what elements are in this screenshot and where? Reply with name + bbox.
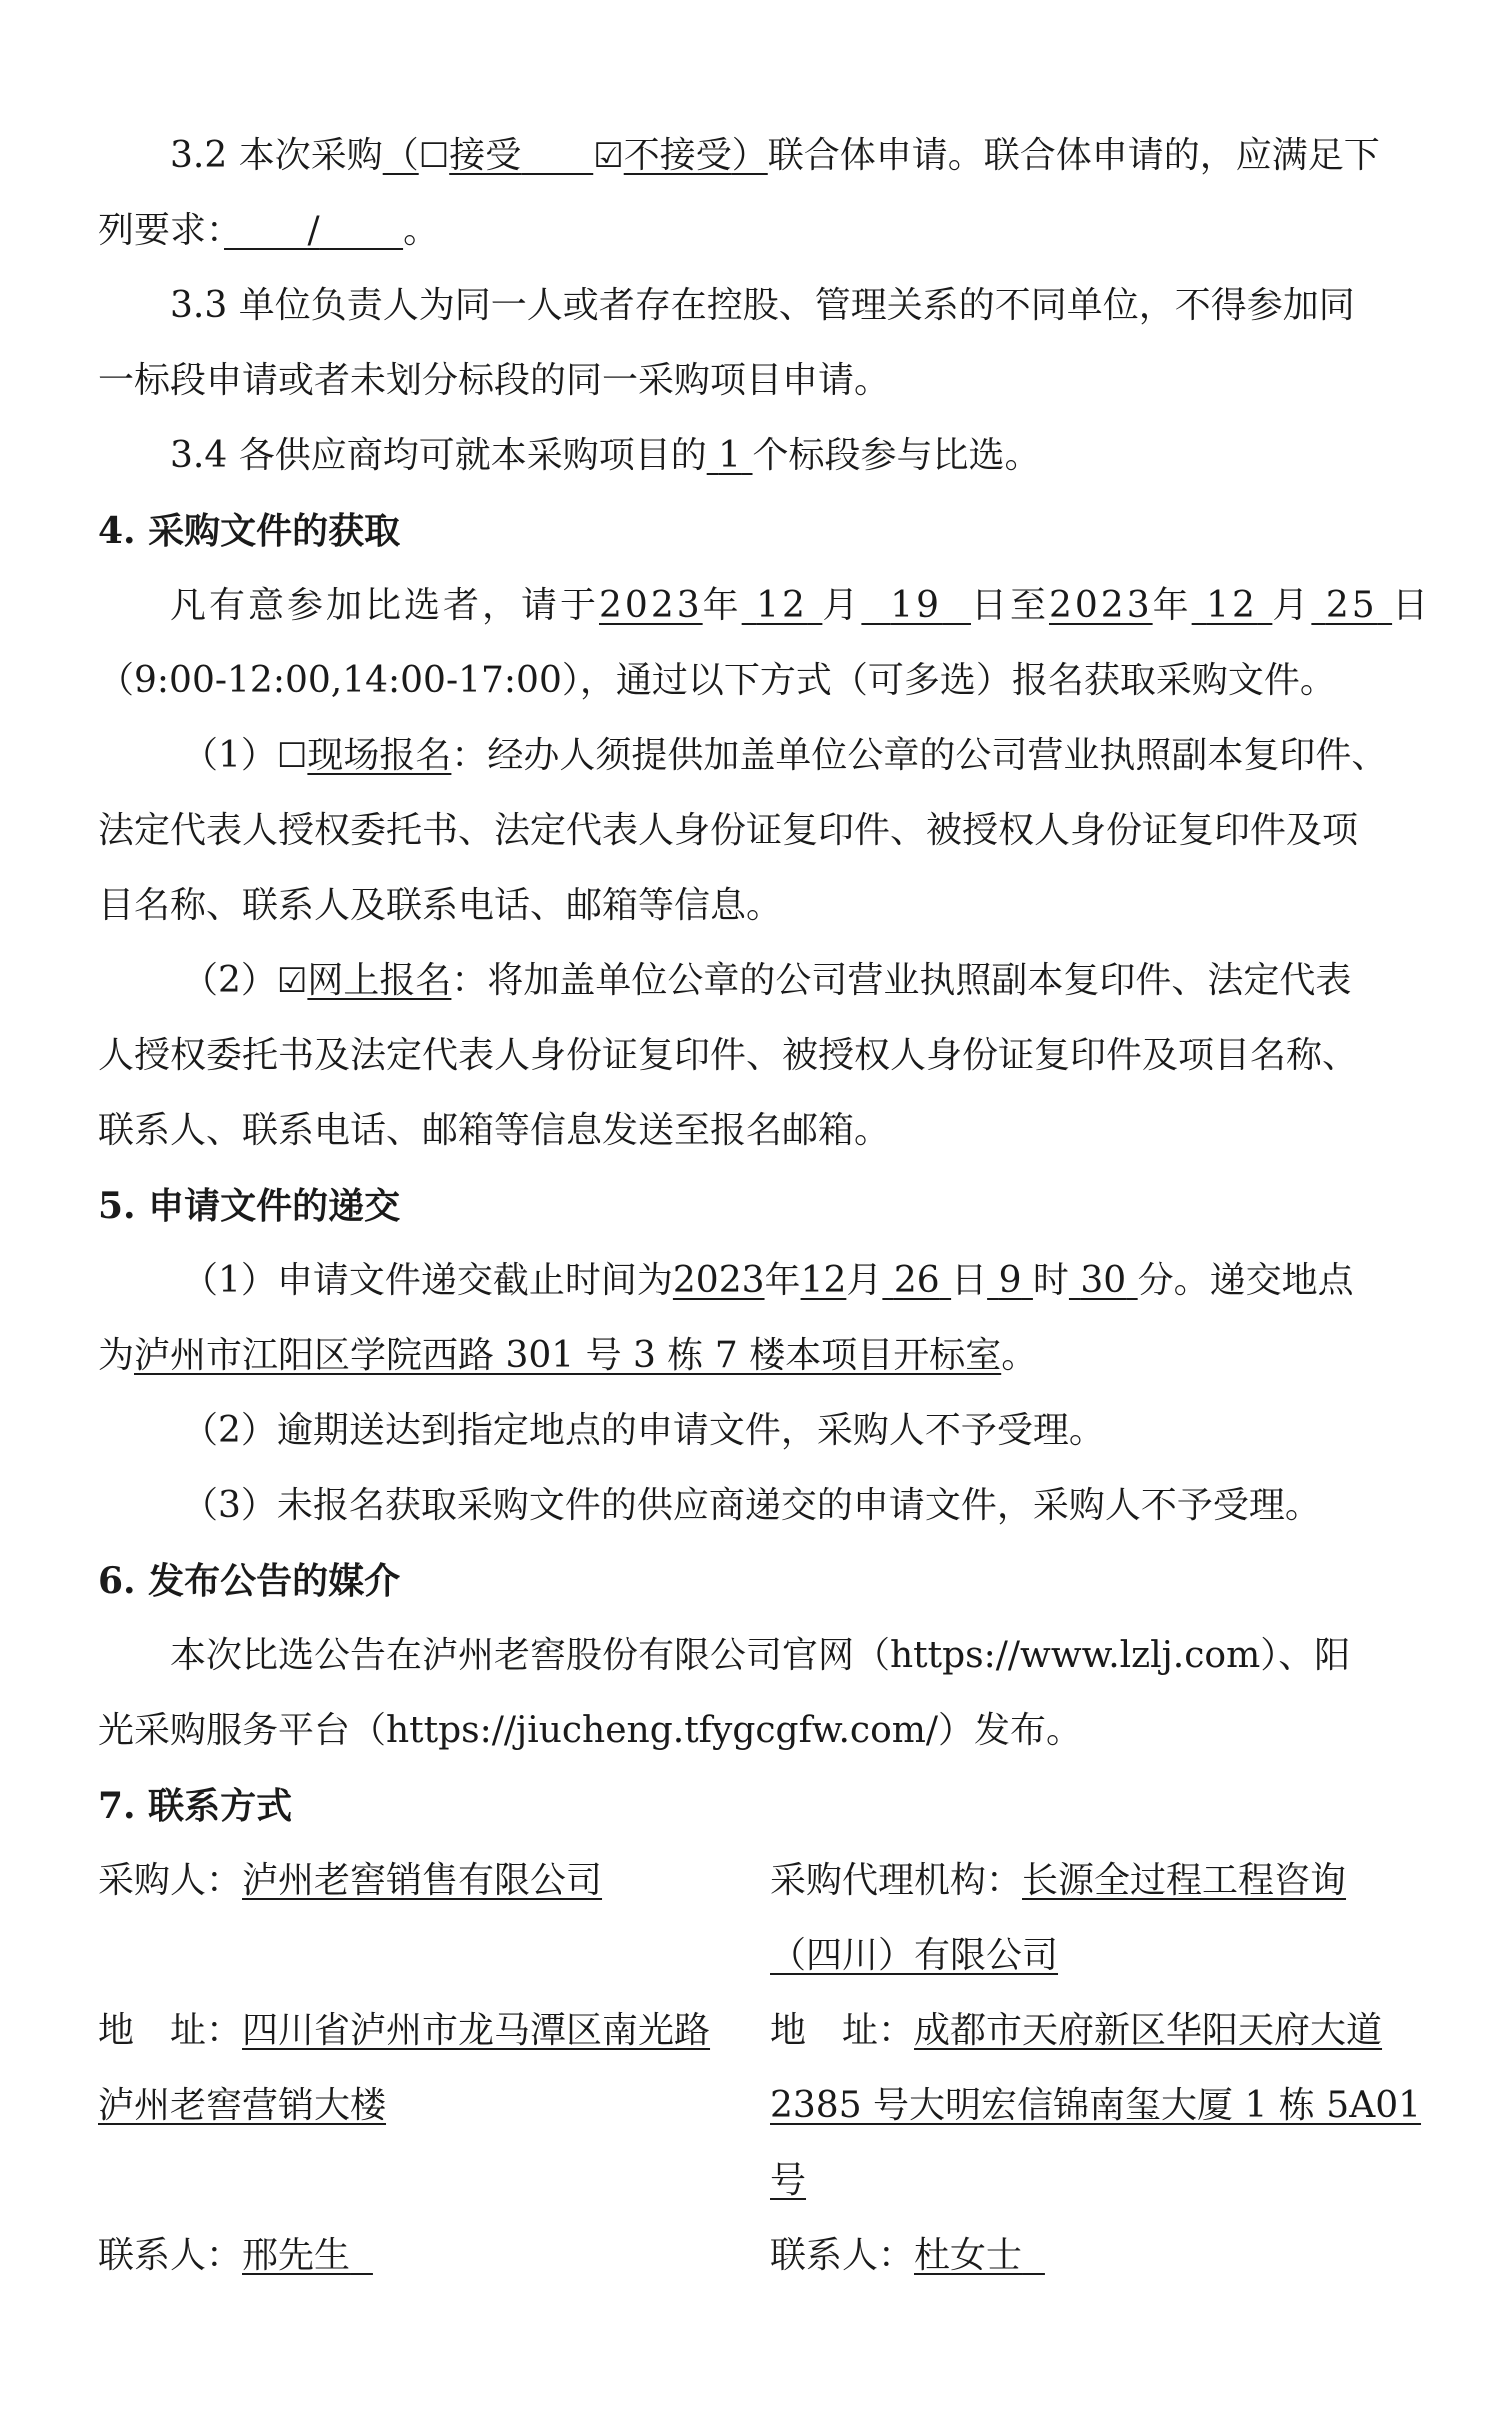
section-5-para2: （2）逾期送达到指定地点的申请文件，采购人不予受理。 bbox=[182, 1410, 1105, 1451]
agent-address: 成都市天府新区华阳天府大道 bbox=[914, 2010, 1383, 2051]
deadline-minute: 30 bbox=[1080, 1260, 1127, 1301]
buyer-address: 四川省泸州市龙马潭区南光路 bbox=[242, 2010, 711, 2051]
section-6-line1: 本次比选公告在泸州老窖股份有限公司官网（https://www.lzlj.com）、阳 bbox=[170, 1635, 1351, 1676]
agent-address-row-3 bbox=[770, 2157, 806, 2205]
deadline-month: 12 bbox=[800, 1260, 847, 1301]
section-6-heading: 6. 发布公告的媒介 bbox=[98, 1560, 401, 1602]
para-3-2-line2: 列要求： / 。 bbox=[98, 210, 440, 251]
agent-name-row: 采购代理机构：长源全过程工程咨询 bbox=[770, 1860, 1347, 1901]
unchecked-box-icon: ☐ bbox=[418, 136, 450, 176]
deadline-day: 26 bbox=[893, 1260, 940, 1301]
onsite-registration-option: ☐现场报名 bbox=[277, 735, 452, 776]
buyer-address-cont: 泸州老窖营销大楼 bbox=[98, 2085, 387, 2126]
method-1-line2: 法定代表人授权委托书、法定代表人身份证复印件、被授权人身份证复印件及项 bbox=[98, 810, 1359, 851]
agent-address-row-2 bbox=[770, 2082, 1421, 2130]
requirement-blank: / bbox=[307, 210, 320, 251]
start-year: 2023 bbox=[599, 585, 703, 626]
method-1-line1: （1）☐现场报名：经办人须提供加盖单位公章的公司营业执照副本复印件、 bbox=[0, 732, 1500, 780]
agent-contact-row: 联系人：杜女士 bbox=[770, 2232, 1045, 2280]
para-3-4: 3.4 各供应商均可就本采购项目的 1 个标段参与比选。 bbox=[170, 435, 1041, 476]
section-5-para1-line1: （1）申请文件递交截止时间为2023年12月 26 日 9 时 30 分。递交地点 bbox=[182, 1260, 1354, 1301]
para-3-2-line1: 3.2 本次采购（☐接受 ☑不接受）联合体申请。联合体申请的，应满足下 bbox=[0, 132, 1500, 180]
method-2-line2: 人授权委托书及法定代表人身份证复印件、被授权人身份证复印件及项目名称、 bbox=[98, 1035, 1359, 1076]
agent-name: 长源全过程工程咨询 bbox=[1022, 1860, 1347, 1901]
method-2-line1: （2）☑网上报名：将加盖单位公章的公司营业执照副本复印件、法定代表 bbox=[0, 957, 1500, 1005]
section-4-heading: 4. 采购文件的获取 bbox=[98, 510, 401, 552]
start-month: 12 bbox=[756, 585, 808, 626]
section-4-line2: （9:00-12:00,14:00-17:00），通过以下方式（可多选）报名获取采购文件。 bbox=[98, 660, 1336, 701]
online-registration-option: ☑网上报名 bbox=[277, 960, 452, 1001]
section-4-line1: 凡有意参加比选者，请于2023年 12 月 19 日至2023年 12 月 25 日 bbox=[170, 585, 1432, 626]
buyer-name-row: 采购人：泸州老窖销售有限公司 bbox=[98, 1860, 603, 1901]
para-3-3-line1: 3.3 单位负责人为同一人或者存在控股、管理关系的不同单位，不得参加同 bbox=[170, 285, 1355, 326]
agent-address-row: 地 址：成都市天府新区华阳天府大道 bbox=[770, 2010, 1383, 2051]
end-year: 2023 bbox=[1049, 585, 1153, 626]
agent-name-cont: （四川）有限公司 bbox=[770, 1935, 1059, 1976]
section-7-heading: 7. 联系方式 bbox=[98, 1785, 293, 1827]
buyer-contact: 邢先生 bbox=[242, 2235, 351, 2276]
start-day: 19 bbox=[890, 585, 943, 626]
deadline-hour: 9 bbox=[998, 1260, 1022, 1301]
buyer-address-row: 地 址：四川省泸州市龙马潭区南光路 bbox=[98, 2010, 711, 2051]
section-5-para3: （3）未报名获取采购文件的供应商递交的申请文件，采购人不予受理。 bbox=[182, 1485, 1321, 1526]
lot-count: 1 bbox=[718, 435, 742, 476]
joint-option-group: （☐接受 ☑不接受） bbox=[383, 135, 768, 176]
deadline-year: 2023 bbox=[672, 1260, 765, 1301]
checked-box-icon: ☑ bbox=[276, 961, 308, 1001]
agent-address-end: 号 bbox=[770, 2160, 807, 2201]
checked-box-icon: ☑ bbox=[593, 136, 624, 176]
end-day: 25 bbox=[1325, 585, 1378, 626]
buyer-contact-row: 联系人：邢先生 bbox=[98, 2232, 373, 2280]
para-3-3-line2: 一标段申请或者未划分标段的同一采购项目申请。 bbox=[98, 360, 891, 401]
buyer-name: 泸州老窖销售有限公司 bbox=[242, 1860, 603, 1901]
method-1-line3: 目名称、联系人及联系电话、邮箱等信息。 bbox=[98, 885, 783, 926]
agent-address-cont: 2385 号大明宏信锦南玺大厦 1 栋 5A01 bbox=[770, 2085, 1422, 2126]
agent-contact: 杜女士 bbox=[914, 2235, 1023, 2276]
agent-name-row-2 bbox=[770, 1932, 1058, 1980]
end-month: 12 bbox=[1206, 585, 1258, 626]
submission-address: 泸州市江阳区学院西路 301 号 3 栋 7 楼本项目开标室 bbox=[134, 1335, 1002, 1376]
method-2-line3: 联系人、联系电话、邮箱等信息发送至报名邮箱。 bbox=[98, 1110, 891, 1151]
unchecked-box-icon: ☐ bbox=[276, 736, 308, 776]
section-5-para1-line2: 为泸州市江阳区学院西路 301 号 3 栋 7 楼本项目开标室。 bbox=[98, 1335, 1038, 1376]
section-6-line2: 光采购服务平台（https://jiucheng.tfygcgfw.com/）发布。 bbox=[98, 1710, 1083, 1751]
buyer-address-row-2 bbox=[98, 2082, 386, 2130]
section-5-heading: 5. 申请文件的递交 bbox=[98, 1185, 401, 1227]
